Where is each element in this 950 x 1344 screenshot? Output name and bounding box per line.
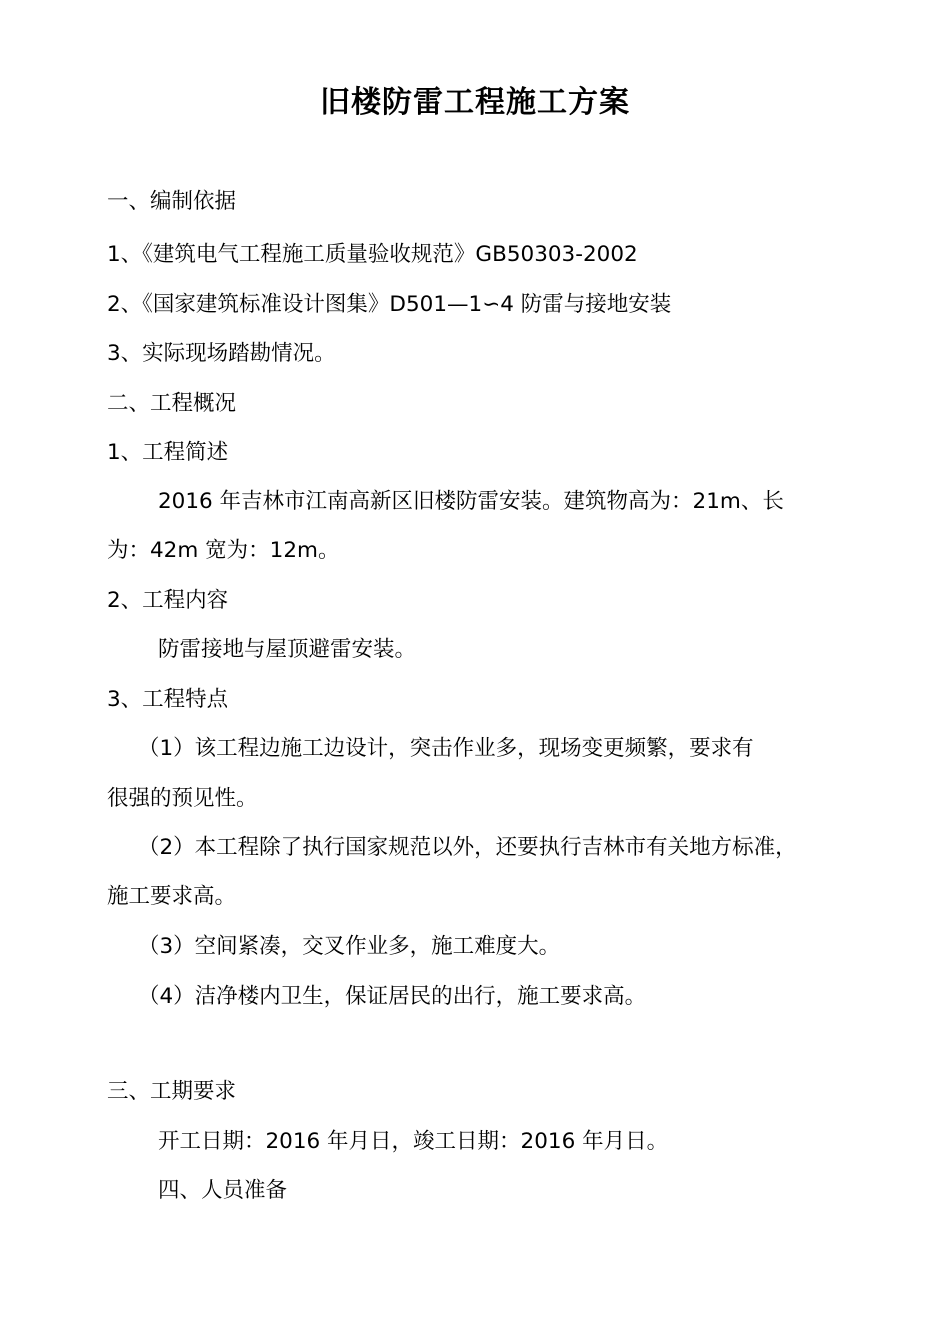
schedule-paragraph: 开工日期：2016 年月日，竣工日期：2016 年月日。 bbox=[158, 1129, 669, 1154]
basis-item-3: 3、实际现场踏勘情况。 bbox=[107, 341, 336, 366]
content-paragraph: 防雷接地与屋顶避雷安装。 bbox=[158, 637, 417, 662]
section-heading-schedule: 三、工期要求 bbox=[107, 1079, 237, 1104]
feature-4: （4）洁净楼内卫生，保证居民的出行，施工要求高。 bbox=[138, 984, 647, 1009]
summary-paragraph-line2: 为：42m 宽为：12m。 bbox=[107, 538, 340, 563]
feature-2-line1: （2）本工程除了执行国家规范以外，还要执行吉林市有关地方标准， bbox=[138, 835, 797, 860]
document-title: 旧楼防雷工程施工方案 bbox=[320, 85, 630, 120]
basis-item-2: 2、《国家建筑标准设计图集》D501—1∽4 防雷与接地安装 bbox=[107, 292, 672, 317]
summary-paragraph-line1: 2016 年吉林市江南高新区旧楼防雷安装。建筑物高为：21m、长 bbox=[158, 489, 784, 514]
feature-1-line2: 很强的预见性。 bbox=[107, 786, 258, 811]
section-heading-personnel: 四、人员准备 bbox=[158, 1178, 288, 1203]
subheading-content: 2、工程内容 bbox=[107, 588, 229, 613]
section-heading-overview: 二、工程概况 bbox=[107, 391, 237, 416]
subheading-summary: 1、工程简述 bbox=[107, 440, 229, 465]
subheading-features: 3、工程特点 bbox=[107, 687, 229, 712]
feature-2-line2: 施工要求高。 bbox=[107, 884, 237, 909]
section-heading-basis: 一、编制依据 bbox=[107, 189, 237, 214]
feature-3: （3）空间紧凑，交叉作业多，施工难度大。 bbox=[138, 934, 561, 959]
basis-item-1: 1、《建筑电气工程施工质量验收规范》GB50303-2002 bbox=[107, 242, 638, 267]
feature-1-line1: （1）该工程边施工边设计，突击作业多，现场变更频繁，要求有 bbox=[138, 736, 754, 761]
